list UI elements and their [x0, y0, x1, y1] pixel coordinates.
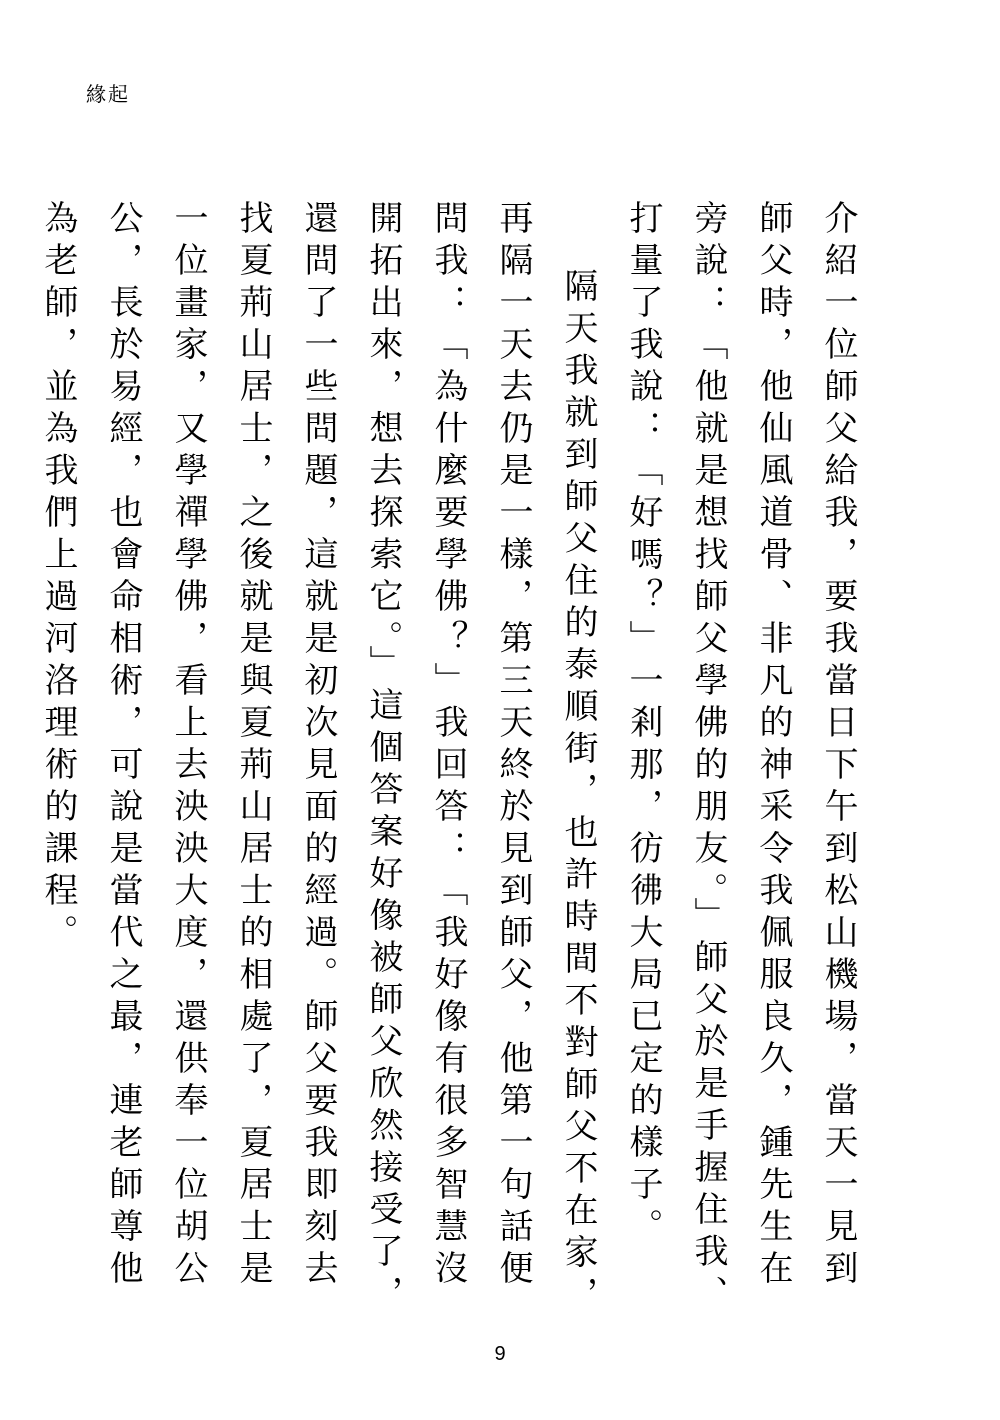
- page-number: 9: [494, 1343, 506, 1365]
- paragraph: 隔天我就到師父住的泰順街，也許時間不對師父不在家，再隔一天去仍是一樣，第三天終於見到師父，他第一句話便問我：「為什麼要學佛？」我回答：「我好像有很多智慧沒開拓出來，想去探索它。」這個答案好像被師父欣然接受了，還問了一些問題，這就是初次見面的經過。師父要我即刻去找夏荊山居士，之後就是與夏荊山居士的相處了，夏居士是一位畫家，又學禪學佛，看上去泱泱大度，還供奉一位胡公公，長於易經，也會命相術，可說是當代之最，連老師尊他為老師，並為我們上過河洛理術的課程。: [38, 200, 598, 1318]
- running-header: 緣起: [86, 82, 130, 106]
- body-text: [25, 200, 870, 1330]
- paragraph-continued: 介紹一位師父給我，要我當日下午到松山機場，當天一見到師父時，他仙風道骨、非凡的神采令我佩服良久，鍾先生在旁說：「他就是想找師父學佛的朋友。」師父於是手握住我、打量了我說：「好嗎？」一剎那，彷彿大局已定的樣子。: [623, 200, 858, 1317]
